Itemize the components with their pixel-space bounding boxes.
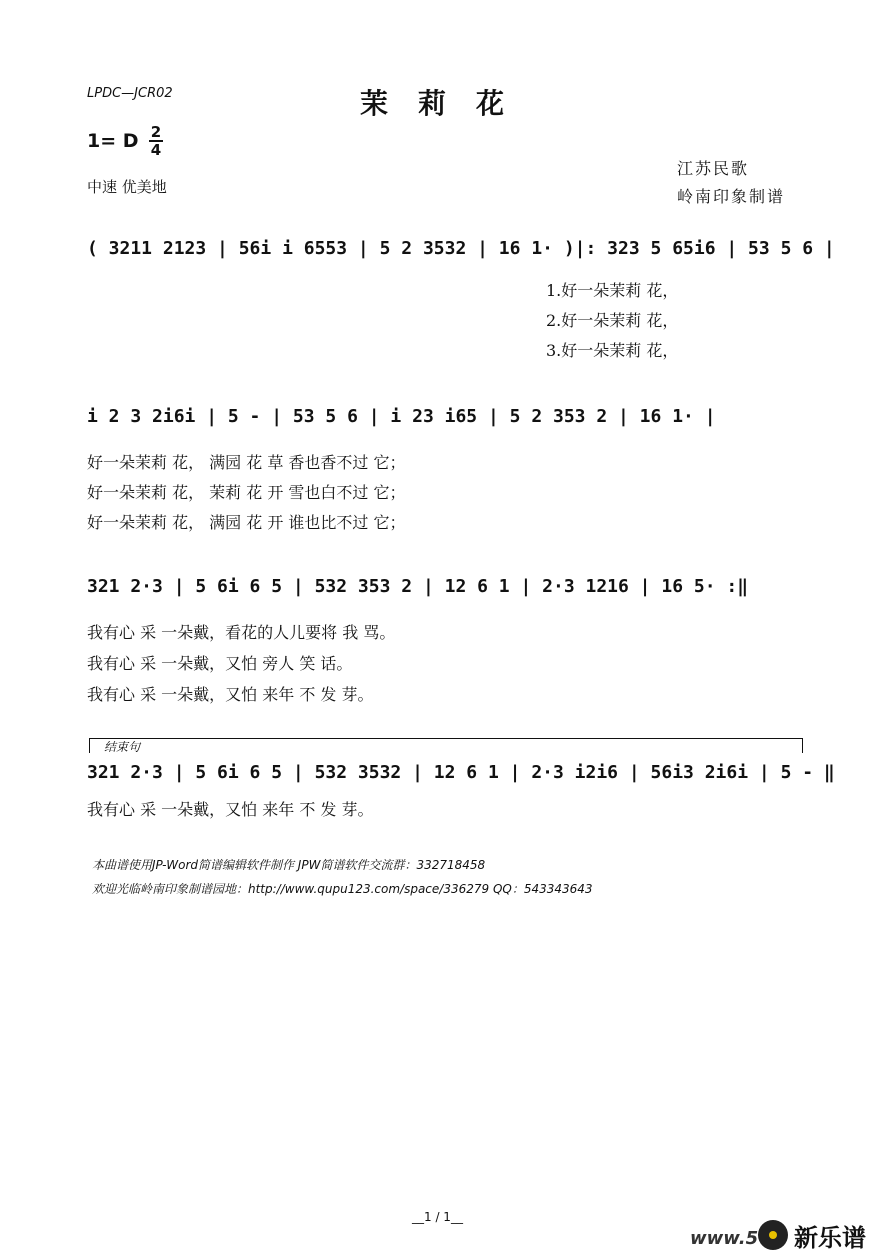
- ending-bracket: [89, 738, 803, 753]
- notes-line-3: 321 2·3 | 5 6i 6 5 | 532 353 2 | 12 6 1 | 2·3 1216 | 16 5· :‖: [87, 576, 749, 597]
- lyric-verse-3-line-3: 我有心 采 一朵戴，又怕 来年 不 发 芽。: [87, 685, 374, 704]
- time-numerator: 2: [150, 123, 162, 141]
- time-denominator: 4: [150, 141, 162, 159]
- notes-line-1: ( 3211 2123 | 56i i 6553 | 5 2 3532 | 16 1· )|: 323 5 65i6 | 53 5 6 |: [87, 238, 835, 259]
- song-origin: 江苏民歌: [677, 159, 750, 178]
- lyric-ending: 我有心 采 一朵戴，又怕 来年 不 发 芽。: [87, 800, 374, 819]
- watermark-disc-icon: [758, 1220, 788, 1250]
- tempo-marking: 中速 优美地: [87, 178, 167, 196]
- lyric-verse-1-line-1: 1.好一朵茉莉 花，: [546, 281, 679, 300]
- watermark-url: www.5: [690, 1228, 759, 1249]
- lyric-verse-2-line-1: 2.好一朵茉莉 花，: [546, 311, 679, 330]
- time-signature: [149, 124, 163, 158]
- lyric-verse-2-line-3: 我有心 采 一朵戴，又怕 旁人 笑 话。: [87, 654, 353, 673]
- score-maker: 岭南印象制谱: [677, 187, 786, 206]
- footer-website-note: 欢迎光临岭南印象制谱园地：http://www.qupu123.com/space/336279 QQ：543343643: [92, 882, 593, 896]
- lyric-verse-1-line-3: 我有心 采 一朵戴，看花的人儿要将 我 骂。: [87, 623, 396, 642]
- page-title: 茉莉花: [360, 87, 535, 120]
- lyric-verse-1-line-2: 好一朵茉莉 花， 满园 花 草 香也香不过 它；: [87, 453, 406, 472]
- notes-line-4: 321 2·3 | 5 6i 6 5 | 532 3532 | 12 6 1 | 2·3 i2i6 | 56i3 2i6i | 5 - ‖: [87, 762, 835, 783]
- watermark-brand: 新乐谱: [794, 1224, 866, 1252]
- lyric-verse-3-line-1: 3.好一朵茉莉 花，: [546, 341, 679, 360]
- ending-label: 结束句: [104, 740, 141, 754]
- key-signature: 1= D: [87, 130, 139, 152]
- footer-software-note: 本曲谱使用JP-Word简谱编辑软件制作 JPW简谱软件交流群：332718458: [92, 858, 486, 872]
- lyric-verse-2-line-2: 好一朵茉莉 花， 茉莉 花 开 雪也白不过 它；: [87, 483, 406, 502]
- score-code: LPDC—JCR02: [87, 86, 173, 101]
- notes-line-2: i 2 3 2i6i | 5 - | 53 5 6 | i 23 i65 | 5 2 353 2 | 16 1· |: [87, 406, 716, 427]
- page-number: __1 / 1__: [412, 1210, 463, 1224]
- lyric-verse-3-line-2: 好一朵茉莉 花， 满园 花 开 谁也比不过 它；: [87, 513, 406, 532]
